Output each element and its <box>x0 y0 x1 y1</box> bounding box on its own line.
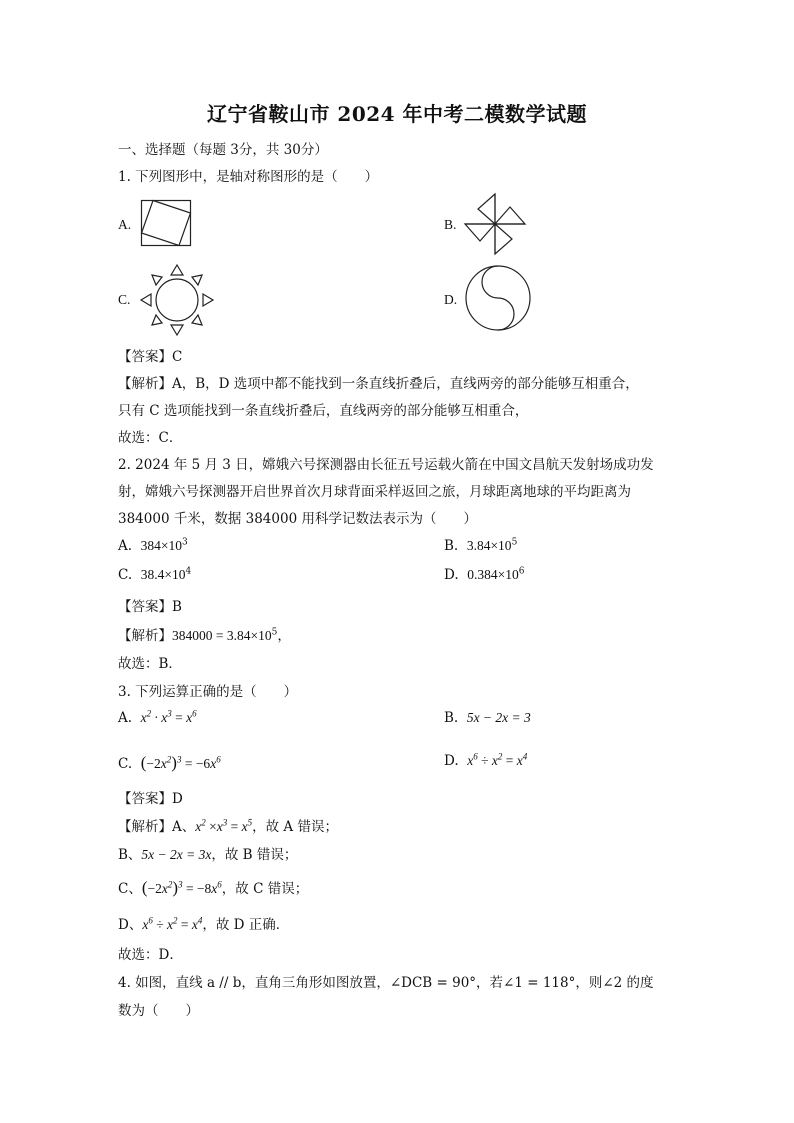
q2-option-a <box>118 538 188 554</box>
q3-analysis-d-prefix: D、 <box>118 917 143 933</box>
q3-analysis-d-suffix: ，故 D 正确． <box>202 917 290 933</box>
q3-analysis-c-suffix: ，故 C 错误； <box>221 881 309 897</box>
q2-analysis-exponent: 5 <box>271 627 278 638</box>
q3-analysis-c <box>118 877 308 898</box>
q2-option-b-label: B. <box>444 538 459 554</box>
q2-option-c-label: C. <box>118 567 133 583</box>
q1-option-a-label: A. <box>118 217 132 232</box>
q1-figure-a <box>140 199 192 247</box>
q1-analysis-line-2: 只有 C 选项能找到一条直线折叠后，直线两旁的部分能够互相重合， <box>118 403 529 419</box>
page-title: 辽宁省鞍山市 2024 年中考二模数学试题 <box>206 102 588 126</box>
q2-option-a-exponent: 3 <box>182 537 188 548</box>
q2-analysis <box>118 624 291 644</box>
q3-analysis-a-prefix: 【解析】A、 <box>118 819 196 835</box>
q3-answer: 【答案】D <box>118 791 183 807</box>
q3-option-a-label: A. <box>118 710 133 726</box>
q3-analysis-b-math: 5x − 2x = 3x <box>141 847 212 862</box>
q3-option-c-math: $(-2x^2)^3 = -6x^6$ <box>140 753 221 772</box>
q3-analysis-d <box>118 913 289 933</box>
q3-option-b-math: 5x − 2x = 3 <box>466 710 531 725</box>
q2-option-b <box>444 538 517 554</box>
q3-analysis-a-math: $x^2 \times x^3 = x^5$ <box>195 817 253 834</box>
q2-option-a-label: A. <box>118 538 133 554</box>
q2-option-b-exponent: 5 <box>511 537 518 548</box>
q2-analysis-prefix: 【解析】 <box>118 628 172 644</box>
q3-analysis-a-suffix: ，故 A 错误； <box>252 819 338 835</box>
question-2-stem-line-2: 射，嫦娥六号探测器开启世界首次月球背面采样返回之旅，月球距离地球的平均距离为 <box>118 484 631 500</box>
q1-figure-b <box>461 191 529 257</box>
q3-analysis-c-math: $(-2x^2)^3 = -8x^6$ <box>141 878 222 897</box>
q2-option-d-exponent: 6 <box>518 566 525 577</box>
q3-option-a <box>118 710 197 726</box>
q1-figure-d <box>464 264 532 332</box>
q3-option-b-label: B. <box>444 710 459 726</box>
question-2-stem-line-3: 384000 千米，数据 384000 用科学记数法表示为（ ） <box>118 511 477 527</box>
question-3-stem: 3. 下列运算正确的是（ ） <box>118 684 298 700</box>
q2-option-d-value: 0.384×10 <box>467 567 519 582</box>
q1-option-c-label: C. <box>118 292 131 307</box>
q1-analysis-line-1: 【解析】A，B，D 选项中都不能找到一条直线折叠后，直线两旁的部分能够互相重合， <box>118 376 639 392</box>
q3-analysis-a <box>118 815 338 835</box>
q3-option-c-label: C. <box>118 756 133 772</box>
q2-analysis-math: 384000 = 3.84×10 <box>172 628 272 643</box>
q2-option-b-value: 3.84×10 <box>466 538 512 553</box>
q3-analysis-c-prefix: C、 <box>118 881 142 897</box>
q3-analysis-b-suffix: ，故 B 错误； <box>211 847 298 863</box>
q2-answer: 【答案】B <box>118 599 182 615</box>
question-4-stem-line-1: 4. 如图，直线 a // b，直角三角形如图放置，∠DCB = 90°，若∠1 = 118°，则∠2 的度 <box>118 975 654 991</box>
q3-analysis-b-prefix: B、 <box>118 847 142 863</box>
q3-analysis-d-math: $x^6 \div x^2 = x^4$ <box>142 915 203 932</box>
question-2-stem-line-1: 2. 2024 年 5 月 3 日，嫦娥六号探测器由长征五号运载火箭在中国文昌航天发射场成功发 <box>118 457 654 473</box>
q3-option-c <box>118 753 221 773</box>
question-4-stem-line-2: 数为（ ） <box>118 1003 199 1019</box>
q2-option-a-value: 384×10 <box>140 538 183 553</box>
q2-option-c <box>118 567 191 583</box>
q3-option-d-math: $x^6 \div x^2 = x^4$ <box>467 751 528 768</box>
section-heading: 一、选择题（每题 3分，共 30分） <box>118 142 328 158</box>
question-1-stem: 1. 下列图形中，是轴对称图形的是（ ） <box>118 169 379 185</box>
q1-answer: 【答案】C <box>118 349 183 365</box>
q2-option-d <box>444 567 524 583</box>
q3-option-d-label: D. <box>444 753 459 769</box>
q3-analysis-b <box>118 843 297 863</box>
q2-option-c-exponent: 4 <box>185 566 192 577</box>
q3-option-a-math: $x^2 \cdot x^3 = x^6$ <box>140 708 197 725</box>
q3-option-b <box>444 710 531 726</box>
q2-analysis-suffix: ， <box>277 628 291 644</box>
q1-option-b-label: B. <box>444 217 457 232</box>
q2-option-d-label: D. <box>444 567 459 583</box>
q1-conclusion: 故选：C． <box>118 430 183 446</box>
q1-figure-c <box>138 263 216 337</box>
q1-option-d-label: D. <box>444 292 458 307</box>
q3-option-d <box>444 753 527 769</box>
q2-option-c-value: 38.4×10 <box>140 567 186 582</box>
q3-conclusion: 故选：D． <box>118 947 183 963</box>
q2-conclusion: 故选：B． <box>118 656 182 672</box>
